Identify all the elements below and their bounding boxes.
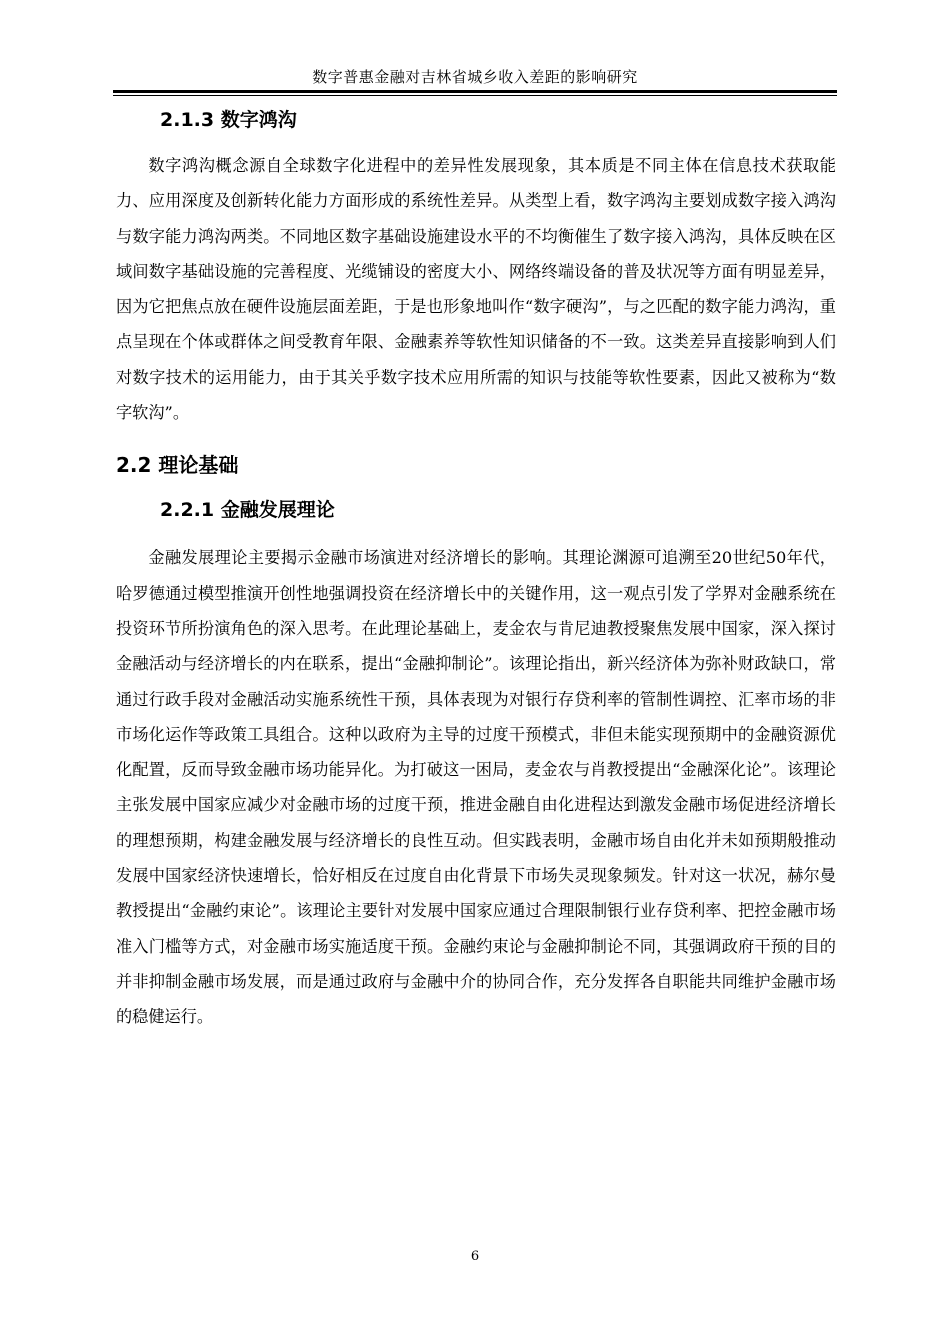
section-heading-2-2-1: 2.2.1 金融发展理论 [160,499,335,522]
section-heading-2-2: 2.2 理论基础 [116,453,239,478]
page-number: 6 [470,1249,480,1264]
section-heading-2-1-3: 2.1.3 数字鸿沟 [160,109,297,131]
paragraph-digital-divide: 数字鸿沟概念源自全球数字化进程中的差异性发展现象，其本质是不同主体在信息技术获取能力、应用深度及创新转化能力方面形成的系统性差异。从类型上看，数字鸿沟主要划成数字接入鸿沟与数字能力鸿沟两类。不同地区数字基础设施建设水平的不均衡催生了数字接入鸿沟，具体反映在区域间数字基础设施的完善程度、光缆铺设的密度大小、网络终端设备的普及状况等方面有明显差异，因为它把焦点放在硬件设施层面差距，于是也形象地叫作“数字硬沟”，与之匹配的数字能力鸿沟，重点呈现在个体或群体之间受教育年限、金融素养等软性知识储备的不一致。这类差异直接影响到人们对数字技术的运用能力，由于其关乎数字技术应用所需的知识与技能等软性要素，因此又被称为“数字软沟”。 [116,156,836,423]
header-rule-thick [113,90,837,93]
header-rule-thin [113,95,837,96]
page-body [116,100,836,1035]
running-header: 数字普惠金融对吉林省城乡收入差距的影响研究 [312,68,638,86]
paragraph-financial-development-theory: 金融发展理论主要揭示金融市场演进对经济增长的影响。其理论渊源可追溯至20世纪50年代，哈罗德通过模型推演开创性地强调投资在经济增长中的关键作用，这一观点引发了学界对金融系统在投资环节所扮演角色的深入思考。在此理论基础上，麦金农与肯尼迪教授聚焦发展中国家，深入探讨金融活动与经济增长的内在联系，提出“金融抑制论”。该理论指出，新兴经济体为弥补财政缺口，常通过行政手段对金融活动实施系统性干预，具体表现为对银行存贷利率的管制性调控、汇率市场的非市场化运作等政策工具组合。这种以政府为主导的过度干预模式，非但未能实现预期中的金融资源优化配置，反而导致金融市场功能异化。为打破这一困局，麦金农与肖教授提出“金融深化论”。该理论主张发展中国家应减少对金融市场的过度干预，推进金融自由化进程达到激发金融市场促进经济增长的理想预期，构建金融发展与经济增长的良性互动。但实践表明，金融市场自由化并未如预期般推动发展中国家经济快速增长，恰好相反在过度自由化背景下市场失灵现象频发。针对这一状况，赫尔曼教授提出“金融约束论”。该理论主要针对发展中国家应通过合理限制银行业存贷利率、把控金融市场准入门槛等方式，对金融市场实施适度干预。金融约束论与金融抑制论不同，其强调政府干预的目的并非抑制金融市场发展，而是通过政府与金融中介的协同合作，充分发挥各自职能共同维护金融市场的稳健运行。 [116,548,836,1027]
